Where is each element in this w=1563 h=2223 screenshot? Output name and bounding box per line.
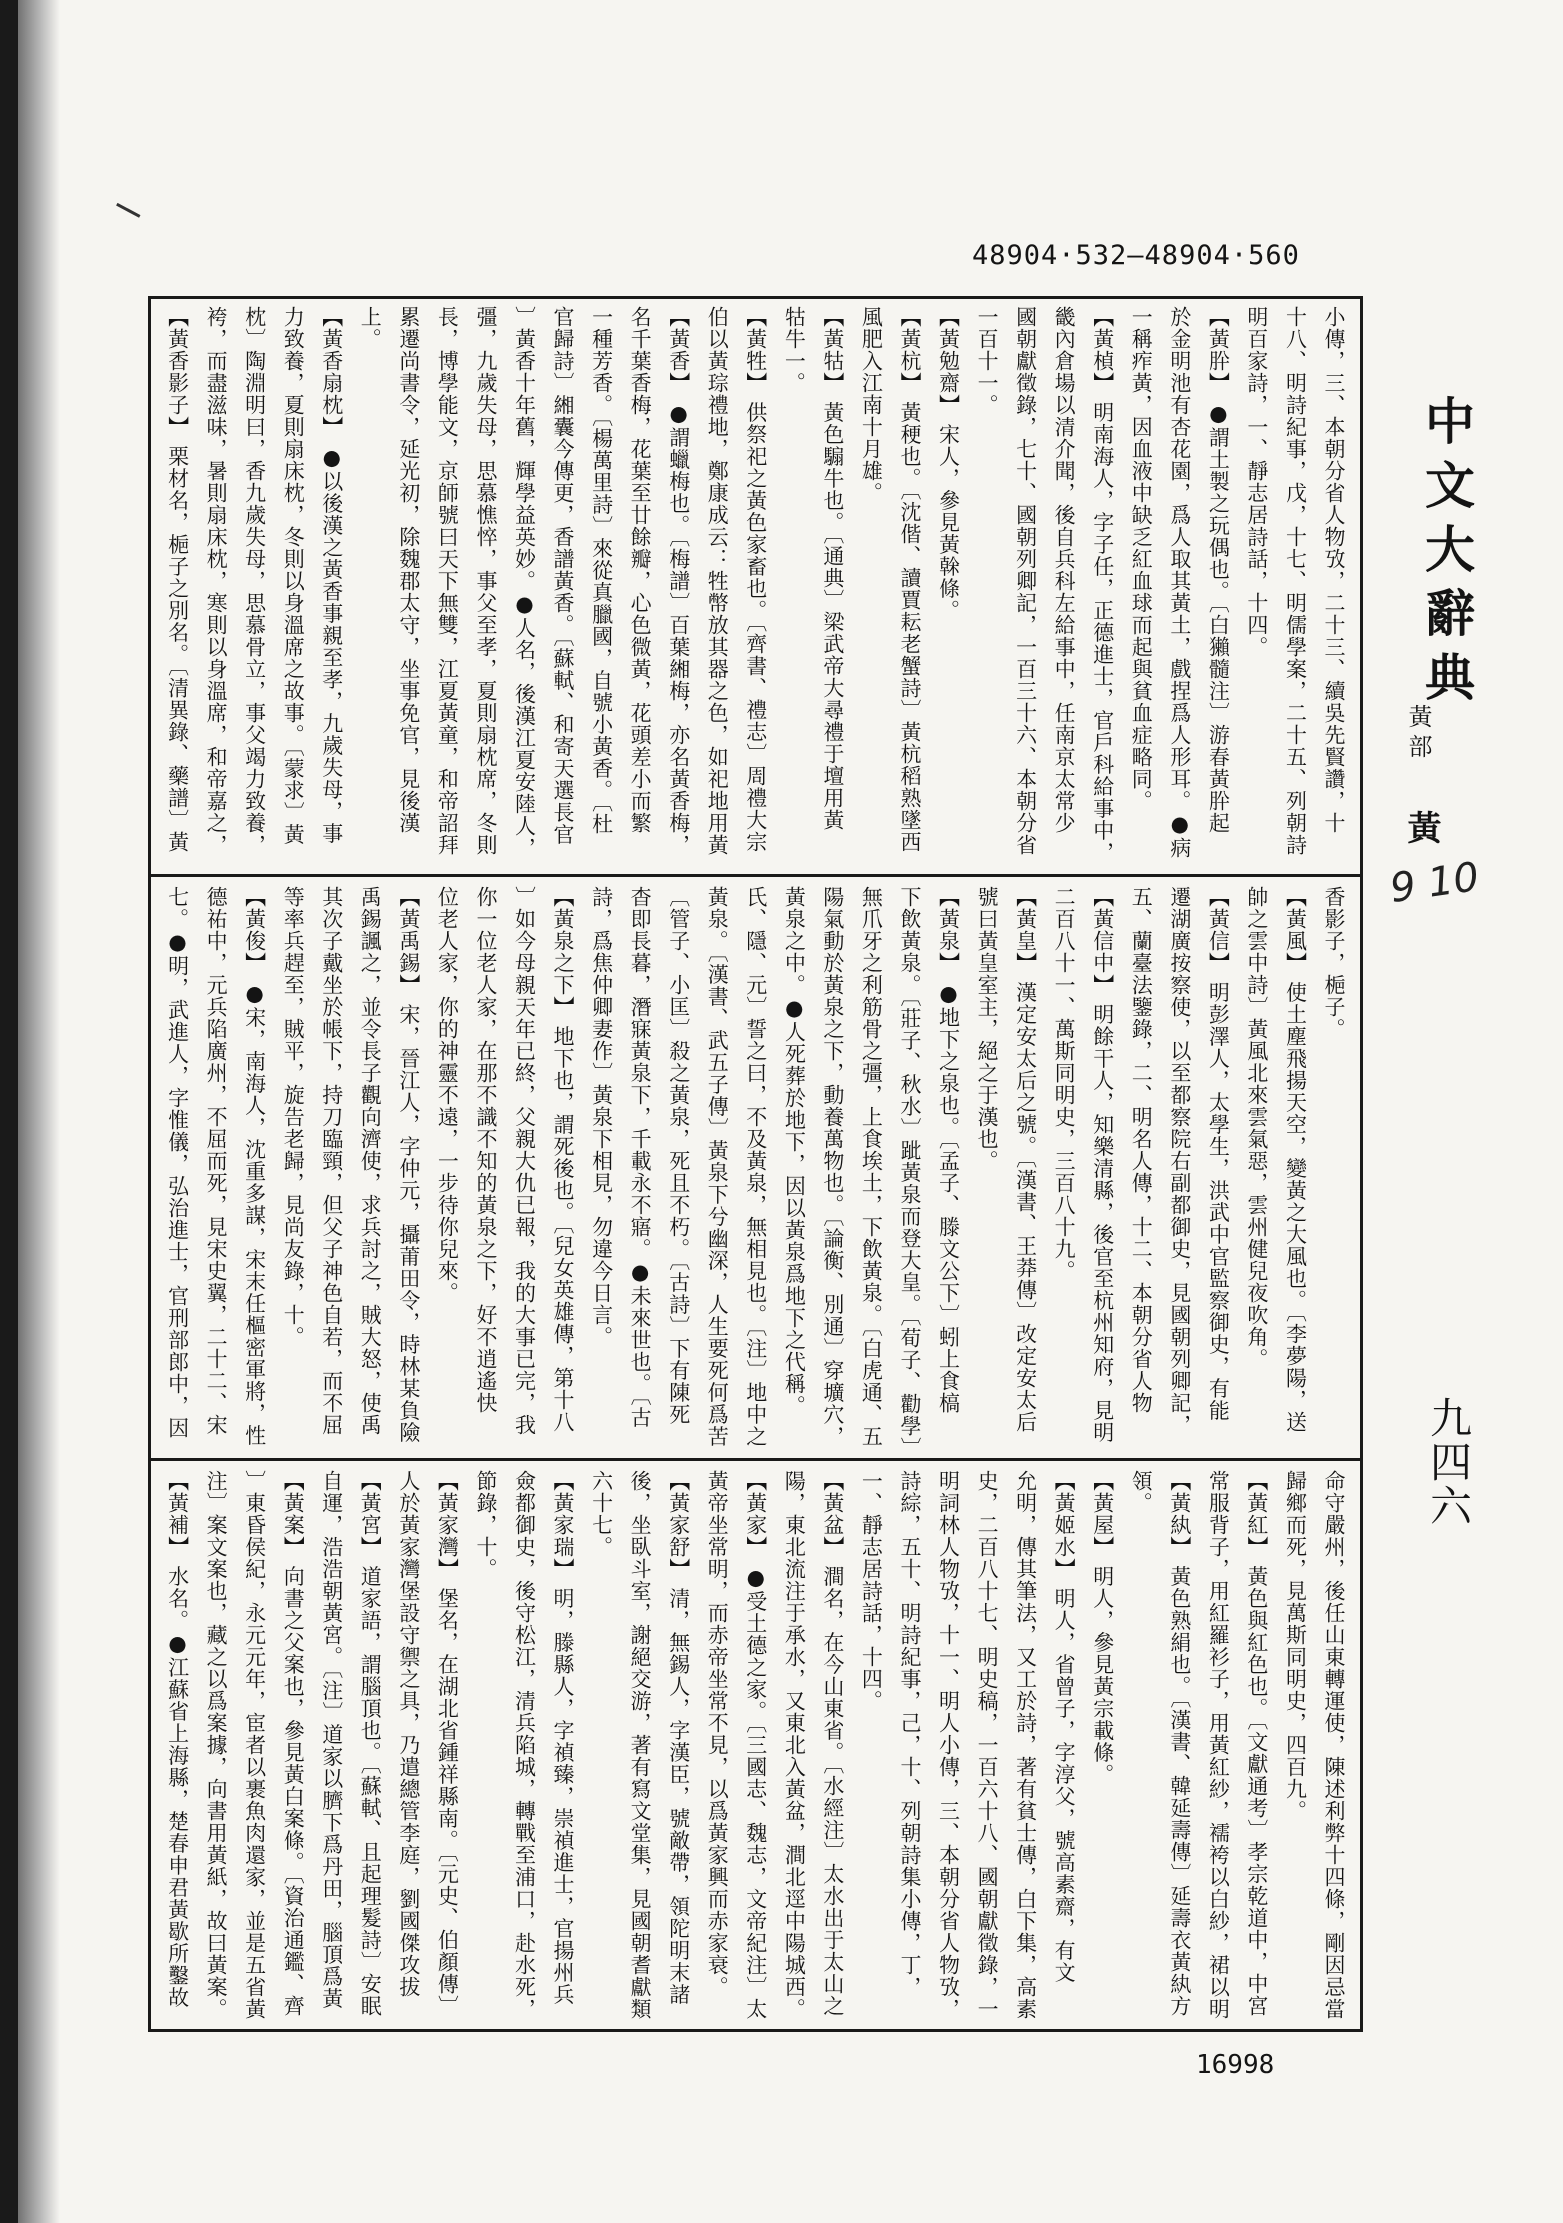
text-column: 【黃勉齋】 宋人，參見黃榦條。 (936, 306, 961, 622)
text-column: 牯牛一。 (782, 306, 807, 394)
text-column: 【黃楨】 明南海人，字子任，正德進士，官戶科給事中， (1090, 306, 1115, 864)
text-column: 無爪牙之利筋骨之彊，上食埃土，下飲黃泉。〔白虎通、五 (859, 886, 884, 1448)
dictionary-title: 中文大辭典 (1417, 395, 1476, 715)
binding-edge (0, 0, 18, 2223)
text-column: 黃帝坐常明，而赤帝坐常不見，以爲黃家興而赤家衰。 (705, 1470, 730, 1998)
text-column: 你一位老人家，在那不識不知的黃泉之下，好不逍遙快 (473, 886, 498, 1414)
text-column: 伯以黃琮禮地，鄭康成云：牲幣放其器之色，如祀地用黃 (705, 306, 730, 856)
text-column: 【黃禹錫】 宋，晉江人，字仲元，攝莆田令，時林某負險 (396, 886, 421, 1444)
text-column: 【黃牲】 供祭祀之黃色家畜也。〔齊書、禮志〕周禮大宗 (743, 306, 768, 854)
text-column: 【黃紅】 黃色與紅色也。〔文獻通考〕孝宗乾道中，中宮 (1244, 1470, 1269, 2018)
text-column: 【黃泉之下】 地下也，謂死後也。〔兒女英雄傳，第十八 (551, 886, 576, 1434)
text-column: 氏、隱、元〕誓之曰，不及黃泉，無相見也。〔注〕地中之 (743, 886, 768, 1448)
text-column: 【黃家舒】 清，無錫人，字漢臣，號敵帶，領陀明末諸 (666, 1470, 691, 2006)
text-column: 【黃香影子】 栗材名，梔子之別名。〔清異錄、藥譜〕黃 (165, 306, 190, 854)
text-column: 【黃香】 ●謂蠟梅也。〔梅譜〕百葉緗梅，亦名黃香梅， (666, 306, 691, 857)
text-column: 名千葉香梅，花葉至廿餘瓣，心色微黃，花頭差小而繁 (628, 306, 653, 834)
text-column: 上。 (358, 306, 383, 350)
text-column: 長，博學能文，京師號曰天下無雙，江夏黃童，和帝詔拜 (435, 306, 460, 856)
text-column: 等率兵趕至，賊平，旋告老歸，見尚友錄，十。 (281, 886, 306, 1348)
text-column: 一種芳香。〔楊萬里詩〕來從真臘國，自號小黃香。〔杜 (589, 306, 614, 835)
text-column: 陽氣動於黃泉之下，動養萬物也。〔論衡、別通〕穿壙穴， (820, 886, 845, 1448)
text-column: 【黃風】 使土塵飛揚天空，變黃之大風也。〔李夢陽，送 (1283, 886, 1308, 1434)
text-column: 【黃宮】 道家語，謂腦頂也。〔蘇軾、且起理髮詩〕安眠 (358, 1470, 383, 2018)
text-column: 【黃俊】 ●宋，南海人，沈重多謀，宋末任樞密軍將，性 (242, 886, 267, 1447)
text-column: 明詞林人物攷，十一、明人小傳，三、本朝分省人物攷， (936, 1470, 961, 2020)
text-column: 累遷尚書令，延光初，除魏郡太守，坐事免官，見後漢 (396, 306, 421, 834)
text-column: 【黃紈】 黃色熟絹也。〔漢書、韓延壽傳〕延壽衣黃紈方 (1167, 1470, 1192, 2018)
text-column: 【黃信中】 明餘干人，知樂清縣，後官至杭州知府，見明 (1090, 886, 1115, 1444)
text-column: 十八、明詩紀事，戊，十七、明儒學案，二十五、列朝詩 (1283, 306, 1308, 856)
text-column: 〕黃香十年舊，輝學益英妙。●人名，後漢江夏安陸人， (512, 306, 537, 859)
text-column: 二百八十一、萬斯同明史，三百八十九。 (1052, 886, 1077, 1282)
text-column: 官歸詩〕緗囊今傳更，香譜黃香。〔蘇軾、和寄天選長官 (551, 306, 576, 846)
text-column: 【黃信】 明彭澤人，太學生，洪武中官監察御史，有能 (1206, 886, 1231, 1422)
text-column: 僉都御史，後守松江，清兵陷城，轉戰至浦口，赴水死， (512, 1470, 537, 2020)
text-column: 【黃杭】 黃稉也。〔沈偕、讀賈耘老蟹詩〕黃杭稻熟墜西 (897, 306, 922, 854)
page-kanji-number: 九四六 (1424, 1396, 1473, 1528)
text-column: 詩綜，五十、明詩紀事，己，十、列朝詩集小傳，丁， (897, 1470, 922, 1998)
text-column: 彊，九歲失母，思慕憔悴，事父至孝，夏則扇枕席，冬則 (473, 306, 498, 856)
text-column: 【黃肸】 ●謂土製之玩偶也。〔白獺髓注〕游春黃肸起 (1206, 306, 1231, 835)
text-column: 位老人家，你的神靈不遠，一步待你兒來。 (435, 886, 460, 1304)
text-column: 袴，而盡滋味，暑則扇床枕，寒則以身溫席，和帝嘉之， (204, 306, 229, 856)
text-column: 七。●明，武進人，字惟儀，弘治進士，官刑部郎中，因 (165, 886, 190, 1439)
text-column: 【黃補】 水名。●江蘇省上海縣，楚春申君黃歇所鑿故 (165, 1470, 190, 2009)
text-column: 節錄，十。 (473, 1470, 498, 1580)
text-band-top (158, 306, 1353, 866)
text-column: 黃泉。〔漢書、武五子傳〕黃泉下兮幽深，人生要死何爲苦 (705, 886, 730, 1448)
text-column: 小傳，三、本朝分省人物攷，二十三、續吳先賢讚，十 (1322, 306, 1346, 834)
text-column: 下飲黃泉。〔莊子、秋水〕跐黃泉而登大皇。〔荀子、勸學〕 (897, 886, 922, 1449)
text-band-bottom (158, 1470, 1353, 2024)
text-column: 【黃姬水】 明人，省曾子，字淳父，號高素齋，有文 (1052, 1470, 1077, 1984)
text-column: 【黃牯】 黃色騸牛也。〔通典〕梁武帝大尋禮于壇用黃 (820, 306, 845, 832)
handwritten-annotation: 9 10 (1387, 854, 1482, 912)
entry-range-label: 48904·532—48904·560 (972, 240, 1300, 271)
text-column: 遷湖廣按察使，以至都察院右副都御史，見國朝列卿記， (1167, 886, 1192, 1436)
text-column: 杳即長暮，潛寐黃泉下，千載永不寤。●未來世也。〔古 (628, 886, 653, 1429)
text-column: 六十七。 (589, 1470, 614, 1558)
text-column: 風肥入江南十月雄。 (859, 306, 884, 504)
text-column: 【黃香扇枕】 ●以後漢之黃香事親至孝，九歲失母，事 (319, 306, 344, 845)
text-column: 後，坐臥斗室，謝絕交游，著有寫文堂集，見國朝耆獻類 (628, 1470, 653, 2020)
text-band-middle (158, 886, 1353, 1450)
text-column: 香影子，梔子。 (1322, 886, 1346, 1040)
text-column: 於金明池有杏花園，爲人取其黃土，戲捏爲人形耳。●病 (1167, 306, 1192, 859)
text-column: 〕東昏侯紀，永元元年，宦者以裹魚肉還家，並是五省黃 (242, 1470, 267, 2020)
text-column: 德祐中，元兵陷廣州，不屈而死，見宋史翼，二十二、宋 (204, 886, 229, 1436)
text-column: 【黃家灣】 堡名，在湖北省鍾祥縣南。〔元史、伯顏傳〕 (435, 1470, 460, 2018)
text-column: 黃泉之中。●人死葬於地下，因以黃泉爲地下之代稱。 (782, 886, 807, 1417)
text-column: 【黃案】 向書之父案也，參見黃白案條。〔資治通鑑、齊 (281, 1470, 306, 2018)
text-column: 號曰黃皇室主，絕之于漢也。 (975, 886, 1000, 1172)
text-column: 允明，傳其筆法，又工於詩，著有貧士傳，白下集，高素 (1013, 1470, 1038, 2020)
text-column: 【黃盆】 澗名，在今山東省。〔水經注〕太水出于太山之 (820, 1470, 845, 2018)
text-column: 【黃皇】 漢定安太后之號。〔漢書、王莽傳〕改定安太后 (1013, 886, 1038, 1434)
text-column: 五、蘭臺法鑒錄，二、明名人傳，十二、本朝分省人物 (1129, 886, 1154, 1414)
text-column: 【黃家】 ●受土德之家。〔三國志、魏志，文帝紀注〕太 (743, 1470, 768, 2021)
text-column: 一稱痄黃，因血液中缺乏紅血球而起與貧血症略同。 (1129, 306, 1154, 812)
text-column: 〔管子、小匡〕殺之黃泉，死且不朽。〔古詩〕下有陳死 (666, 886, 691, 1426)
text-column: 【黃泉】 ●地下之泉也。〔孟子、滕文公下〕蚓上食槁 (936, 886, 961, 1415)
text-column: 枕〕陶淵明曰，香九歲失母，思慕骨立，事父竭力致養， (242, 306, 267, 856)
text-column: 國朝獻徵錄，七十、國朝列卿記，一百三十六、本朝分省 (1013, 306, 1038, 856)
text-column: 畿內倉場以清介聞，後自兵科左給事中，任南京太常少 (1052, 306, 1077, 834)
text-column: 詩，爲焦仲卿妻作〕黃泉下相見，勿違今日言。 (589, 886, 614, 1348)
text-column: 自運，浩浩朝黃宮。〔注〕道家以臍下爲丹田，腦頂爲黃 (319, 1470, 344, 2010)
radical-label: 黃部 (1404, 704, 1432, 764)
text-column: 命守嚴州，後任山東轉運使，陳述利弊十四條，剛因忌當 (1322, 1470, 1346, 2020)
text-column: 力致養，夏則扇床枕，冬則以身溫席之故事。〔蒙求〕黃 (281, 306, 306, 846)
text-column: 一百十一。 (975, 306, 1000, 416)
text-column: 明百家詩，一、靜志居詩話，十四。 (1244, 306, 1269, 658)
text-column: 其次子戴坐於帳下，持刀臨頸，但父子神色自若，而不屈 (319, 886, 344, 1436)
text-column: 人於黃家灣堡設守禦之具，乃遣總管李庭，劉國傑攻拔 (396, 1470, 421, 1998)
head-character: 黃 (1401, 810, 1441, 844)
band-divider-2 (148, 1458, 1363, 1461)
text-column: 一、靜志居詩話，十四。 (859, 1470, 884, 1712)
text-column: 帥之雲中詩〕黃風北來雲氣惡，雲州健兒夜吹角。 (1244, 886, 1269, 1370)
text-column: 【黃家瑞】 明，滕縣人，字禎臻，崇禎進士，官揚州兵 (551, 1470, 576, 2006)
text-column: 【黃屋】 明人，參見黃宗載條。 (1090, 1470, 1115, 1786)
page-number: 16998 (1196, 2050, 1275, 2080)
scan-mark (110, 203, 141, 230)
band-divider-1 (148, 874, 1363, 877)
text-column: 〕如今母親天年已終，父親大仇已報，我的大事已完，我 (512, 886, 537, 1436)
text-column: 常服背子，用紅羅衫子，用黃紅紗，襦袴以白紗，裙以明 (1206, 1470, 1231, 2020)
text-column: 歸鄉而死，見萬斯同明史，四百九。 (1283, 1470, 1308, 1822)
text-column: 禹錫諷之，並令長子觀向濟使，求兵討之，賊大怒，使禹 (358, 886, 383, 1436)
text-column: 史，二百八十七、明史稿，一百六十八、國朝獻徵錄，一 (975, 1470, 1000, 2020)
text-column: 陽，東北流注于承水，又東北入黃盆，澗北逕中陽城西。 (782, 1470, 807, 2020)
text-column: 注〕案文案也，藏之以爲案據，向書用黃紙，故曰黃案。 (204, 1470, 229, 2020)
text-column: 領。 (1129, 1470, 1154, 1514)
